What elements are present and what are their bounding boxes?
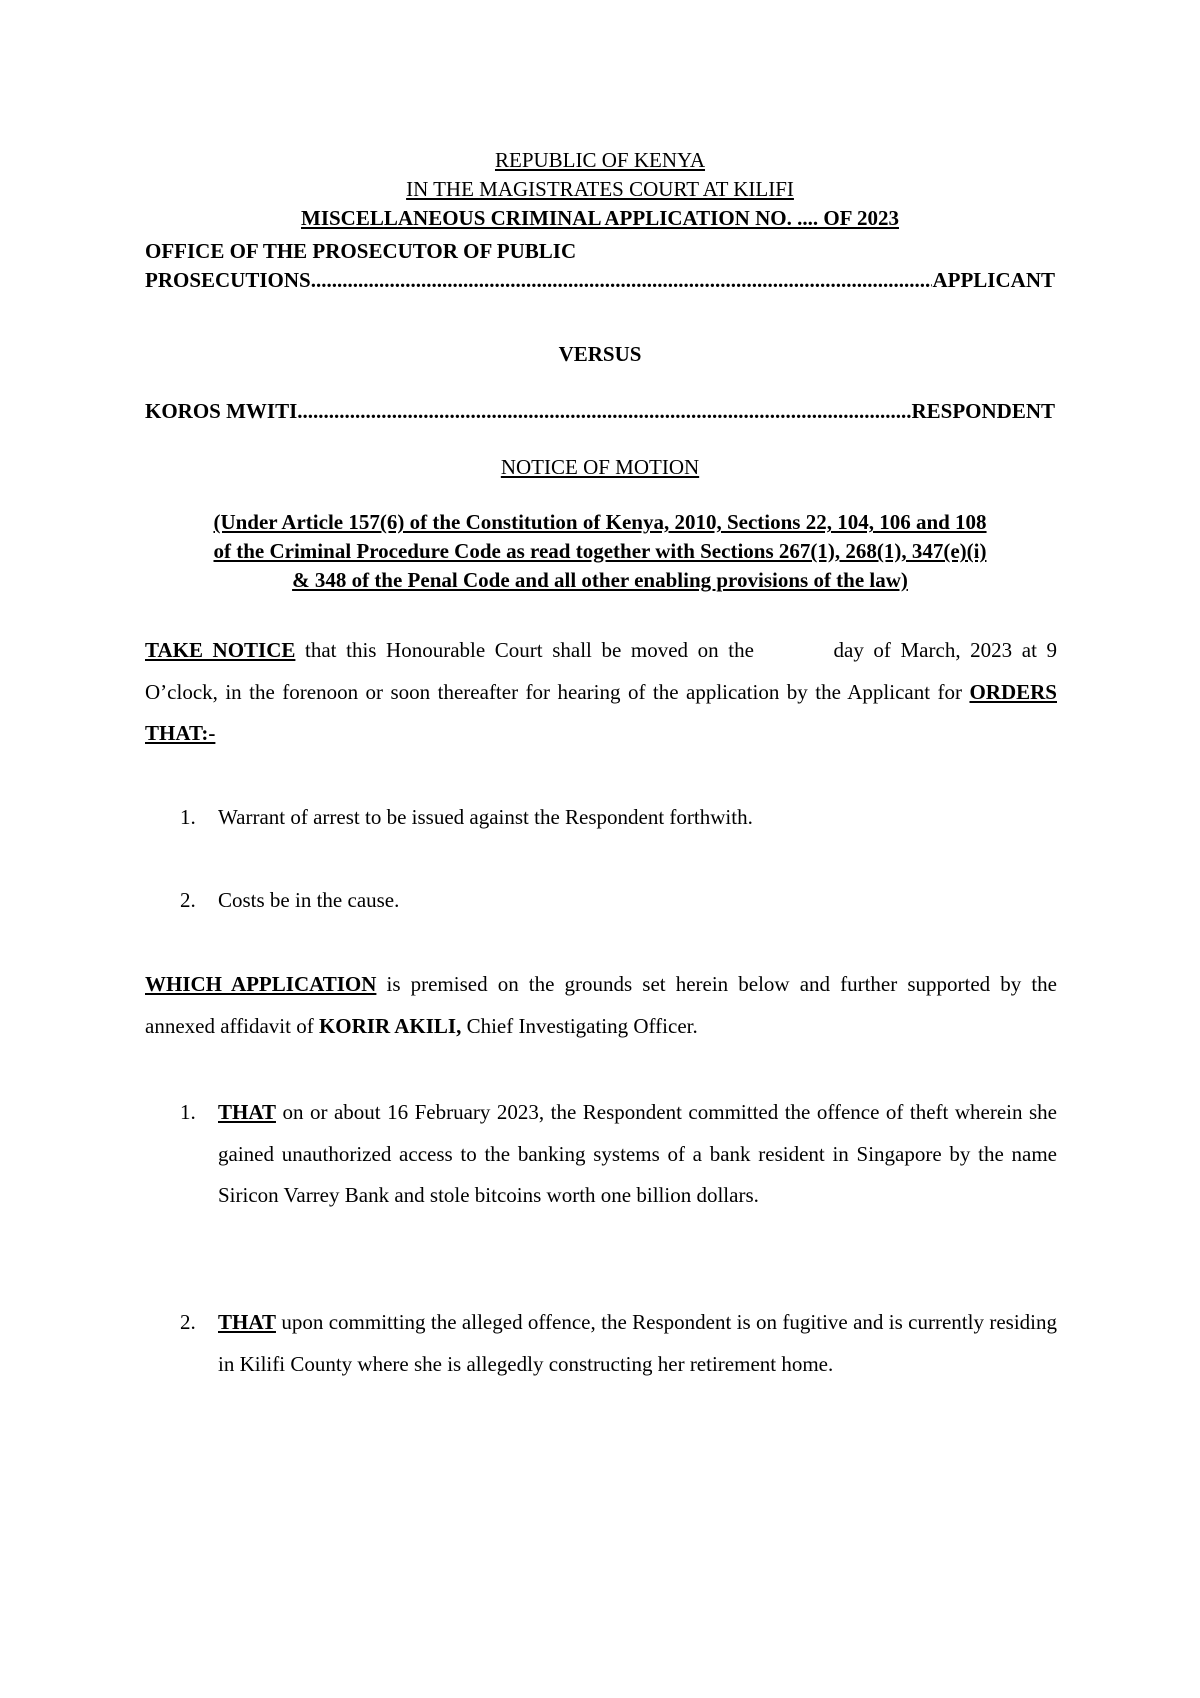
- heading-court: IN THE MAGISTRATES COURT AT KILIFI: [406, 177, 794, 201]
- investigating-officer-name: KORIR AKILI,: [318, 1013, 462, 1038]
- applicant-name-line1: OFFICE OF THE PROSECUTOR OF PUBLIC: [145, 239, 577, 263]
- respondent-line: [145, 397, 1055, 426]
- which-application-text-b: Chief Investigating Officer.: [466, 1013, 698, 1038]
- which-application-lead: WHICH APPLICATION: [145, 972, 377, 996]
- order-number: 2.: [180, 888, 196, 912]
- take-notice-paragraph: [145, 630, 1057, 755]
- ground-lead: THAT: [218, 1100, 276, 1124]
- take-notice-lead: TAKE NOTICE: [145, 638, 296, 662]
- ground-body: [218, 1092, 1057, 1217]
- ground-item: [180, 1092, 1057, 1217]
- take-notice-text-b: day of March, 2023 at 9 O’clock, in the forenoon or soon thereafter for hearing of the application by the Applicant for: [145, 638, 1058, 704]
- notice-title: NOTICE OF MOTION: [500, 455, 700, 479]
- respondent-name: KOROS MWITI: [145, 399, 298, 423]
- ground-body: [218, 1302, 1057, 1385]
- ground-lead: THAT: [218, 1310, 276, 1334]
- applicant-leader-dots: [311, 266, 933, 295]
- applicant-line: [145, 266, 1055, 295]
- ground-text: upon committing the alleged offence, the Respondent is on fugitive and is currently residing in Kilifi County where she is allegedly constructing her retirement home.: [218, 1310, 1057, 1376]
- respondent-role: RESPONDENT: [911, 399, 1055, 423]
- ground-text: on or about 16 February 2023, the Respondent committed the offence of theft wherein she gained unauthorized access to the banking systems of a bank resident in Singapore by the name Siricon Varrey Bank and stole bitcoins worth one billion dollars.: [218, 1100, 1057, 1207]
- order-item: [180, 880, 1057, 922]
- authority-clause: [145, 508, 1055, 595]
- which-application-paragraph: [145, 964, 1057, 1047]
- order-item: [180, 797, 1057, 839]
- versus-label: VERSUS: [558, 342, 642, 366]
- order-number: 1.: [180, 805, 196, 829]
- orders-that-label: ORDERS THAT:-: [145, 679, 1057, 745]
- respondent-leader-dots: [297, 397, 911, 426]
- authority-line3: & 348 of the Penal Code and all other enabling provisions of the law): [292, 568, 908, 592]
- which-application-text-a: is premised on the grounds set herein below and further supported by the annexed affidavit of: [145, 972, 1058, 1038]
- applicant-block: [145, 237, 1055, 295]
- applicant-role: APPLICANT: [932, 268, 1055, 292]
- take-notice-text-a: that this Honourable Court shall be moved on the: [305, 638, 754, 662]
- heading-republic: REPUBLIC OF KENYA: [494, 148, 706, 172]
- ground-number: 2.: [180, 1310, 196, 1334]
- order-text: Warrant of arrest to be issued against the Respondent forthwith.: [218, 805, 753, 829]
- ground-number: 1.: [180, 1100, 196, 1124]
- ground-item: [180, 1302, 1057, 1385]
- respondent-block: [145, 397, 1055, 426]
- order-text: Costs be in the cause.: [218, 888, 400, 912]
- authority-line1: (Under Article 157(6) of the Constitution of Kenya, 2010, Sections 22, 104, 106 and 108: [213, 510, 987, 534]
- authority-line2: of the Criminal Procedure Code as read together with Sections 267(1), 268(1), 347(e)(i): [213, 539, 987, 563]
- applicant-name-line2: PROSECUTIONS: [145, 268, 311, 292]
- heading-application-number: MISCELLANEOUS CRIMINAL APPLICATION NO. .... OF 2023: [301, 206, 899, 230]
- court-heading: [145, 146, 1055, 233]
